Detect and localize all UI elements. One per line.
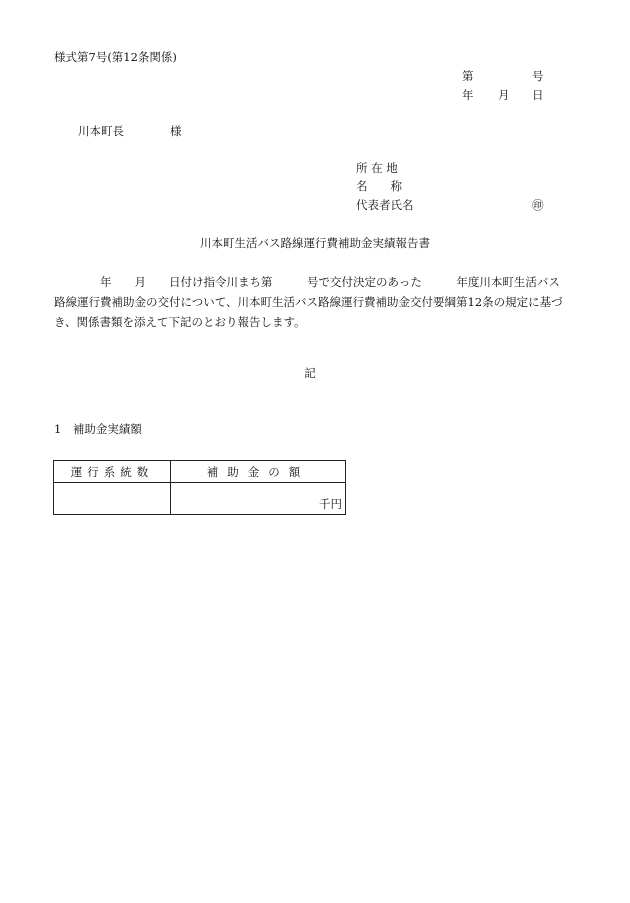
- unit-label: 千円: [319, 497, 342, 511]
- doc-number-suffix: 号: [532, 69, 544, 83]
- body-line-3: き、関係書類を添えて下記のとおり報告します。: [54, 315, 306, 329]
- cell-subsidy-amount[interactable]: [171, 483, 346, 515]
- header-subsidy-amount: 補助金の額: [171, 461, 346, 483]
- subsidy-amount-table: [53, 460, 346, 515]
- section-1-heading: 1 補助金実績額: [54, 422, 142, 436]
- body-line-2: 路線運行費補助金の交付について、川本町生活バス路線運行費補助金交付要綱第12条の規定に基づ: [54, 295, 563, 309]
- addressee-honorific: 様: [170, 124, 182, 138]
- addressee-name: 川本町長: [78, 124, 124, 138]
- cell-route-count[interactable]: [54, 483, 171, 515]
- doc-number-label: 第: [462, 69, 474, 83]
- date-year-label: 年: [462, 88, 474, 102]
- applicant-name-label: 名 称: [356, 179, 402, 193]
- ki-heading: 記: [304, 366, 316, 380]
- applicant-representative-label: 代表者氏名: [356, 198, 414, 212]
- header-route-count: 運行系統数: [54, 461, 171, 483]
- date-day-label: 日: [532, 88, 544, 102]
- form-number: 様式第7号(第12条関係): [54, 50, 177, 64]
- applicant-address-label: 所 在 地: [356, 161, 398, 175]
- table-header-row: [54, 461, 346, 483]
- body-line-1: 年 月 日付け指令川まち第 号で交付決定のあった 年度川本町生活バス: [54, 275, 560, 289]
- body-paragraph: [54, 272, 580, 332]
- table-row: [54, 483, 346, 515]
- date-month-label: 月: [498, 88, 510, 102]
- document-title: 川本町生活バス路線運行費補助金実績報告書: [200, 236, 430, 250]
- seal-mark: ㊞: [532, 198, 544, 212]
